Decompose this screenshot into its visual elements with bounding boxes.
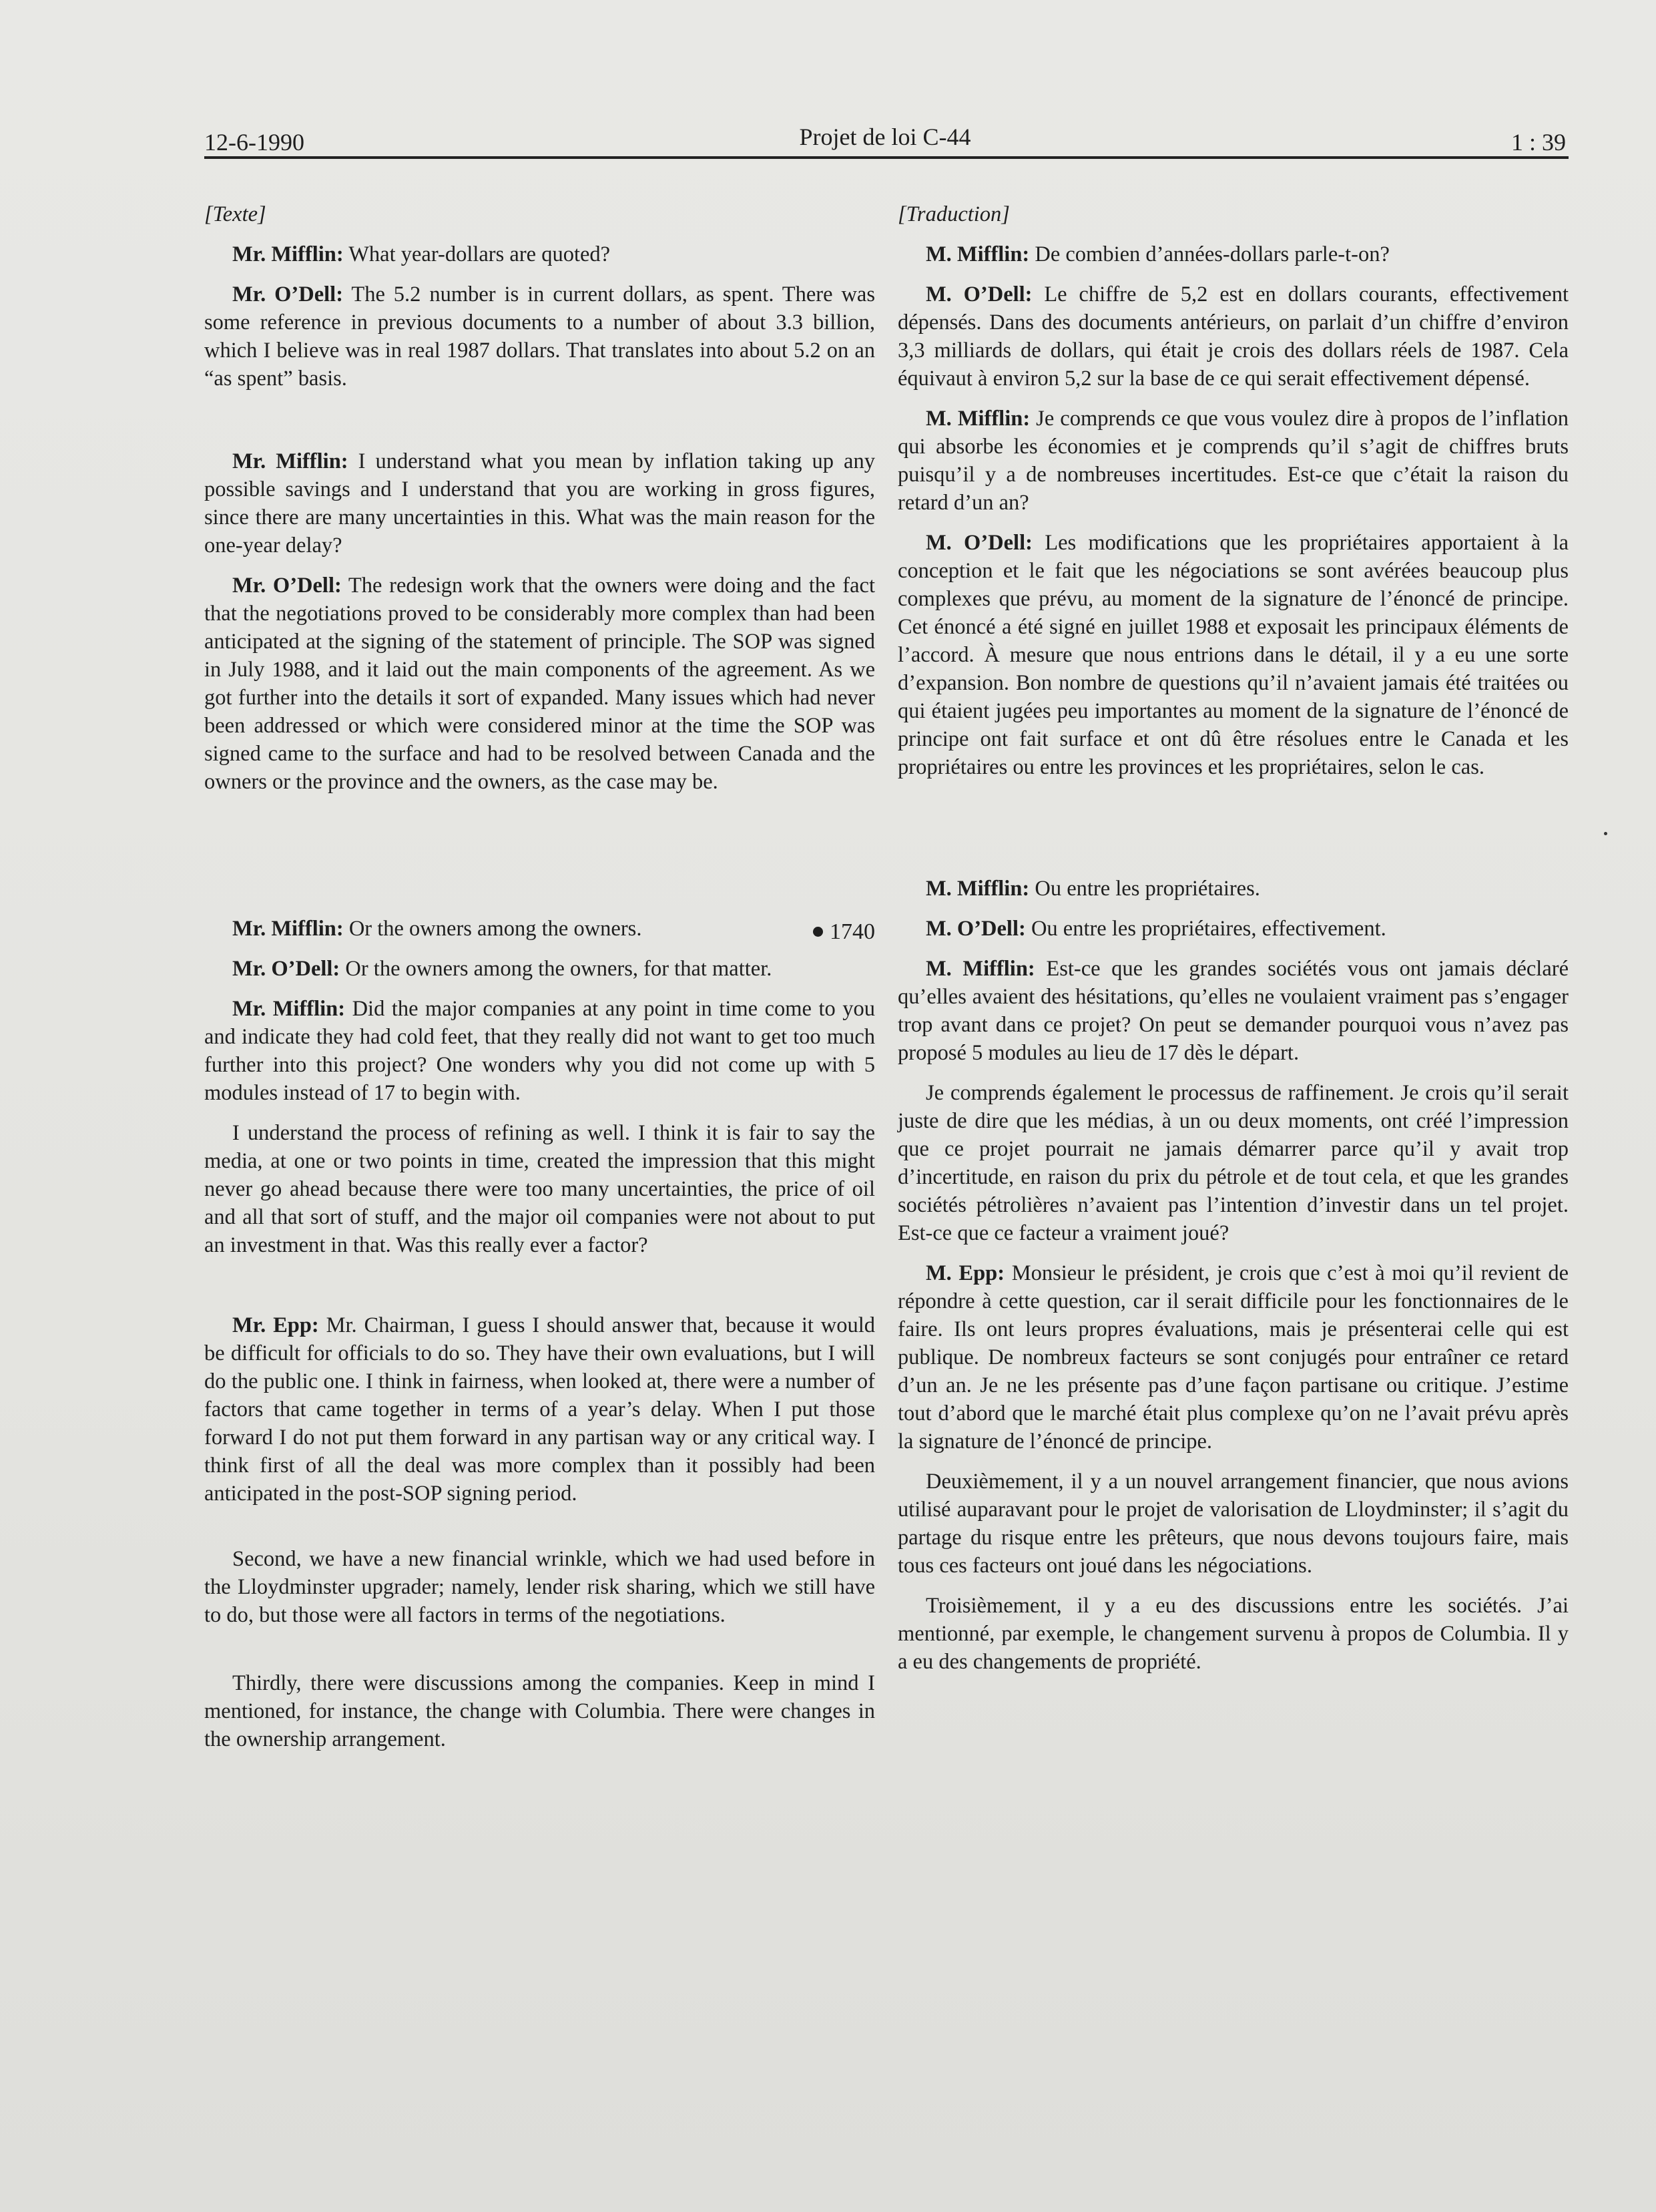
speaker-name: M. Mifflin: <box>926 242 1030 266</box>
paragraph: M. Mifflin: De combien d’années-dollars parle-t-on? <box>926 242 1390 266</box>
paragraph: M. O’Dell: Le chiffre de 5,2 est en dollars courants, effectivement dépensés. Dans des documents antérieurs, on parlait d’un chiffre d’environ 3,3 milliards de dollars, qui était je crois des dollars réels de 1987. Cela équivaut à environ 5,2 sur la base de ce qui serait effectivement dépensé. <box>898 282 1569 391</box>
paragraph: Mr. O’Dell: The redesign work that the owners were doing and the fact that the negotiations proved to be considerably more complex than had been anticipated at the signing of the statement of principle. The SOP was signed in July 1988, and it laid out the main components of the agreement. As we got further into the details it sort of expanded. Many issues which had never been addressed or which were considered minor at the time the SOP was signed came to the surface and had to be resolved between Canada and the owners or the province and the owners, as the case may be. <box>204 574 875 794</box>
speaker-name: M. O’Dell: <box>926 282 1033 306</box>
paragraph: M. Mifflin: Ou entre les propriétaires. <box>926 877 1260 901</box>
paragraph: Thirdly, there were discussions among the companies. Keep in mind I mentioned, for instance, the change with Columbia. There were changes in the ownership arrangement. <box>204 1671 875 1751</box>
header-title: Projet de loi C-44 <box>799 124 971 150</box>
speaker-name: Mr. Mifflin: <box>232 997 346 1021</box>
running-header <box>204 120 1566 154</box>
language-tag: [Texte] <box>204 202 266 226</box>
paragraph: Second, we have a new financial wrinkle, which we had used before in the Lloydminster upgrader; namely, lender risk sharing, which we still have to do, but those were all factors in terms of the negotiations. <box>204 1547 875 1627</box>
paragraph: Mr. Mifflin: What year-dollars are quoted? <box>232 242 611 266</box>
speaker-name: Mr. O’Dell: <box>232 282 344 306</box>
paragraph: Troisièmement, il y a eu des discussions entre les sociétés. J’ai mentionné, par exemple, le changement survenu à propos de Columbia. Il y a eu des changements de propriété. <box>898 1594 1569 1674</box>
speaker-name: Mr. O’Dell: <box>232 957 340 981</box>
paragraph: M. O’Dell: Les modifications que les propriétaires apportaient à la conception et le fait que les négociations se sont avérées beaucoup plus complexes que prévu, au moment de la signature de l’énoncé de principe. Cet énoncé a été signé en juillet 1988 et exposait les principaux éléments de l’accord. À mesure que nous entrions dans le détail, il y a eu une sorte d’expansion. Bon nombre de questions qu’il n’avaient jamais été traitées ou qui étaient jugées peu importantes au moment de la signature de l’énoncé de principe ont fait surface et ont dû être résolues entre le Canada et les propriétaires ou entre les provinces et les propriétaires, selon le cas. <box>898 531 1569 779</box>
speaker-name: Mr. Epp: <box>232 1313 319 1337</box>
paragraph: M. O’Dell: Ou entre les propriétaires, effectivement. <box>926 917 1386 941</box>
speaker-name: M. Epp: <box>926 1261 1005 1285</box>
paragraph: M. Mifflin: Est-ce que les grandes sociétés vous ont jamais déclaré qu’elles avaient des hésitations, qu’elles ne voulaient vraiment pas s’engager trop avant dans ce projet? On peut se demander pourquoi vous n’avez pas proposé 5 modules au lieu de 17 dès le départ. <box>898 957 1569 1065</box>
speaker-name: M. O’Dell: <box>926 917 1026 941</box>
time-marker: 1740 <box>798 917 875 947</box>
paragraph: Mr. O’Dell: The 5.2 number is in current dollars, as spent. There was some reference in previous documents to a number of about 3.3 billion, which I believe was in real 1987 dollars. That translates into about 5.2 on an “as spent” basis. <box>204 282 876 391</box>
speaker-name: Mr. Mifflin: <box>232 449 348 473</box>
paragraph: Je comprends également le processus de raffinement. Je crois qu’il serait juste de dire que les médias, à un ou deux moments, ont créé l’impression que ce projet pourrait ne jamais démarrer parce qu’il y avait trop d’incertitude, en raison du prix du pétrole et de tout cela, et que les grandes sociétés pétrolières n’avaient pas l’intention d’investir dans un tel projet. Est-ce que ce facteur a vraiment joué? <box>898 1081 1569 1245</box>
paragraph: Mr. Mifflin: I understand what you mean by inflation taking up any possible savings and I understand that you are working in gross figures, since there are many uncertainties in this. What was the main reason for the one-year delay? <box>204 449 875 558</box>
speaker-name: Mr. O’Dell: <box>232 574 342 598</box>
paragraph: Deuxièmement, il y a un nouvel arrangement financier, que nous avions utilisé auparavant pour le projet de valorisation de Lloydminster; il s’agit du partage du risque entre les prêteurs, que nous devons toujours faire, mais tous ces facteurs ont joué dans les négociations. <box>898 1470 1569 1578</box>
bullet-icon <box>813 927 823 937</box>
header-rule <box>204 156 1569 159</box>
speaker-name: Mr. Mifflin: <box>232 917 344 941</box>
header-page-number: 1 : 39 <box>1510 129 1566 156</box>
paragraph: M. Mifflin: Je comprends ce que vous voulez dire à propos de l’inflation qui absorbe les économies et je comprends qu’il s’agit de chiffres bruts puisqu’il y a de nombreuses incertitudes. Est-ce que c’était la raison du retard d’un an? <box>898 407 1569 515</box>
language-tag: [Traduction] <box>898 202 1010 226</box>
paragraph: I understand the process of refining as well. I think it is fair to say the media, at one or two points in time, created the impression that this might never go ahead because there were too many uncertainties, the price of oil and all that sort of stuff, and the major oil companies were not about to put an investment in that. Was this really ever a factor? <box>204 1121 875 1257</box>
speaker-name: M. O’Dell: <box>926 531 1033 555</box>
speaker-name: Mr. Mifflin: <box>232 242 344 266</box>
speaker-name: M. Mifflin: <box>926 957 1035 981</box>
paragraph: Mr. Epp: Mr. Chairman, I guess I should answer that, because it would be difficult for officials to do so. They have their own evaluations, but I will do the public one. I think in fairness, when looked at, there were a number of factors that came together in terms of a year’s delay. When I put those forward I do not put them forward in any partisan way or any critical way. I think first of all the deal was more complex than it possibly had been anticipated in the post-SOP signing period. <box>204 1313 875 1506</box>
english-column <box>204 200 875 1753</box>
speaker-name: M. Mifflin: <box>926 877 1030 901</box>
paragraph: M. Epp: Monsieur le président, je crois que c’est à moi qu’il revient de répondre à cette question, car il serait difficile pour les fonctionnaires de le faire. Ils ont leurs propres évaluations, mais je présenterai celle qui est publique. De nombreux facteurs se sont conjugés pour entraîner ce retard d’un an. Je ne les présente pas d’une façon partisane ou critique. J’estime tout d’abord que le marché était plus complexe qu’on ne l’avait prévu après la signature de l’énoncé de principe. <box>898 1261 1569 1454</box>
paragraph: Mr. Mifflin: Did the major companies at any point in time come to you and indicate they had cold feet, that they really did not want to get too much further into this project? One wonders why you did not come up with 5 modules instead of 17 to begin with. <box>204 997 875 1105</box>
paragraph: Mr. Mifflin: Or the owners among the owners. <box>232 917 642 941</box>
speaker-name: M. Mifflin: <box>926 407 1031 431</box>
header-date: 12-6-1990 <box>204 129 304 156</box>
page-speck <box>1604 832 1607 835</box>
paragraph: Mr. O’Dell: Or the owners among the owners, for that matter. <box>232 957 772 981</box>
french-column <box>898 200 1569 1676</box>
